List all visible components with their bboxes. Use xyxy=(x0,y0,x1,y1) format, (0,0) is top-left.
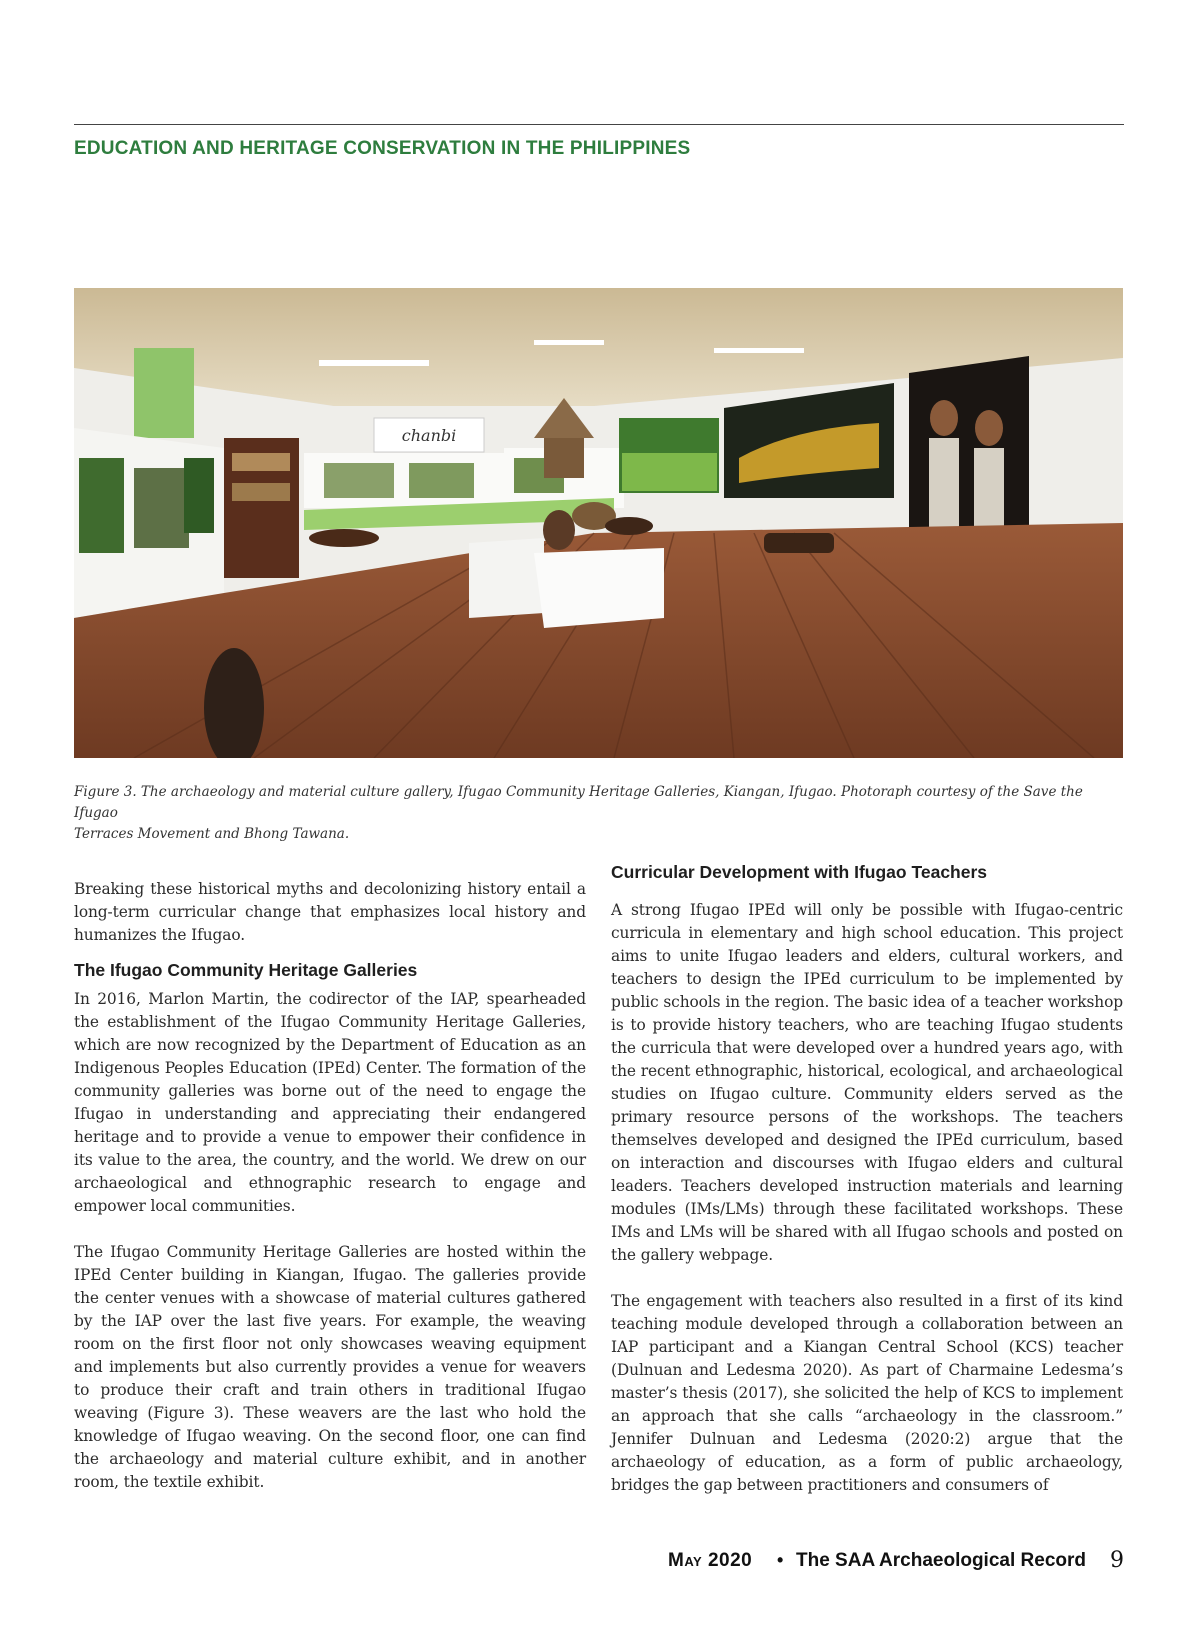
display-pedestal xyxy=(534,548,664,628)
footer-journal-title: The SAA Archaeological Record xyxy=(796,1550,1086,1571)
running-title: EDUCATION AND HERITAGE CONSERVATION IN THE PHILIPPINES xyxy=(74,138,691,159)
green-window xyxy=(134,348,194,438)
footer-date: May 2020 xyxy=(668,1550,753,1571)
paragraph: The engagement with teachers also resulted in a first of its kind teaching module developed through a collaboration between an IAP participant and a Kiangan Central School (KCS) teacher (Dulnuan and Ledesma 2020). As part of Charmaine Ledesma’s master’s thesis (2017), she solicited the help of KCS to implement an approach that she calls “archaeology in the classroom.” Jennifer Dulnuan and Ledesma (2020:2) argue that the archaeology of education, as a form of public archaeology, bridges the gap between practitioners and consumers of xyxy=(611,1292,1123,1494)
panel-photo xyxy=(134,468,189,548)
paragraph: In 2016, Marlon Martin, the codirector of the IAP, spearheaded the establishment of the Ifugao Community Heritage Galleries, which are now recognized by the Department of Education as an Indigenous Peoples Education (IPEd) Center. The formation of the community galleries was borne out of the need to engage the Ifugao in understanding and appreciating their endangered heritage and to provide a venue to empower their confidence in its value to the area, the country, and the world. We drew on our archaeological and ethnographic research to engage and empower local communities. xyxy=(74,990,586,1215)
ceiling-light xyxy=(534,340,604,345)
header-rule xyxy=(74,124,1124,125)
panel-photo xyxy=(409,463,474,498)
paragraph: Breaking these historical myths and decolonizing history entail a long-term curricular change that emphasizes local history and humanizes the Ifugao. xyxy=(74,880,586,944)
paragraph: The Ifugao Community Heritage Galleries are hosted within the IPEd Center building in Kiangan, Ifugao. The galleries provide the center venues with a showcase of material cultures gathered by the IAP over the last five years. For example, the weaving room on the first floor not only showcases weaving equipment and implements but also currently provides a venue for weavers to produce their craft and train others in traditional Ifugao weaving (Figure 3). These weavers are the last who hold the knowledge of Ifugao weaving. On the second floor, one can find the archaeology and material culture exhibit, and in another room, the textile exhibit. xyxy=(74,1243,586,1491)
caption-line: Figure 3. The archaeology and material culture gallery, Ifugao Community Heritage Galleries, Kiangan, Ifugao. Photoraph courtesy of the Save the Ifugao xyxy=(74,784,1083,821)
section-heading: The Ifugao Community Heritage Galleries xyxy=(74,960,418,980)
ceiling-light xyxy=(319,360,429,366)
ceiling-light xyxy=(714,348,804,353)
page-footer xyxy=(668,1548,1124,1578)
right-column xyxy=(611,862,1123,1497)
table xyxy=(309,529,379,547)
gallery-photograph xyxy=(74,288,1123,758)
paragraph: A strong Ifugao IPEd will only be possible with Ifugao-centric curricula in elementary and high school education. This project aims to unite Ifugao leaders and elders, cultural workers, and teachers to design the IPEd curriculum to be implemented by public schools in the region. The basic idea of a teacher workshop is to provide history teachers, who are teaching Ifugao students the curricula that were developed over a hundred years ago, with the recent ethnographic, historical, ecological, and archaeological studies on Ifugao culture. Community elders served as the primary resource persons of the workshops. The teachers themselves developed and designed the IPEd curriculum, based on interaction and discourses with Ifugao elders and cultural leaders. Teachers developed instruction materials and learning modules (IMs/LMs) through these facilitated workshops. These IMs and LMs will be shared with all Ifugao schools and posted on the gallery webpage. xyxy=(611,901,1123,1264)
gallery-sign-text: chanbi xyxy=(401,426,457,445)
display-pedestal xyxy=(469,538,544,618)
left-column xyxy=(74,878,586,1494)
panel-photo xyxy=(79,458,124,553)
page-number: 9 xyxy=(1110,1548,1124,1573)
clay-pot xyxy=(543,510,575,550)
wooden-bowl xyxy=(605,517,653,535)
figure-caption xyxy=(74,782,1124,845)
panel-photo xyxy=(184,458,214,533)
caption-line: Terraces Movement and Bhong Tawana. xyxy=(74,826,350,842)
panel-photo xyxy=(324,463,394,498)
footer-bullet: • xyxy=(777,1550,784,1570)
wooden-bench xyxy=(764,533,834,553)
section-heading: Curricular Development with Ifugao Teachers xyxy=(611,862,988,882)
